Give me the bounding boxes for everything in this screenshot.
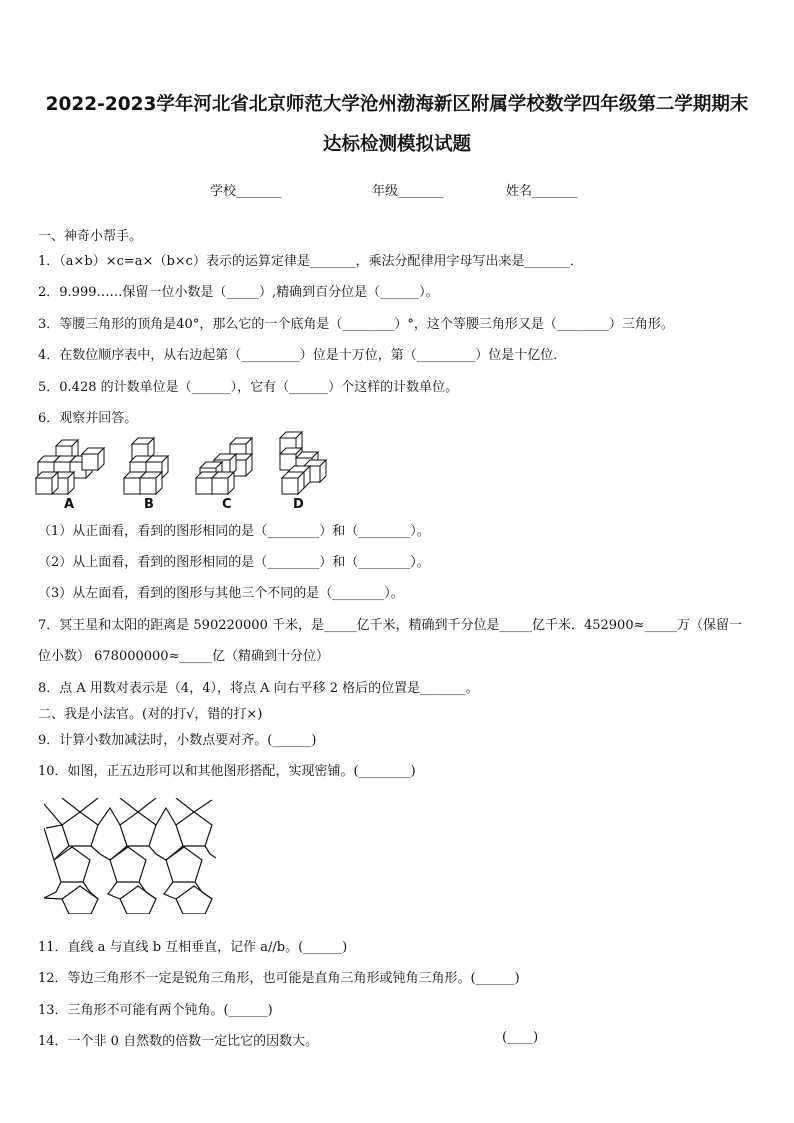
question-8: 8．点 A 用数对表示是（4，4），将点 A 向右平移 2 格后的位置是_______。 [38,681,479,696]
question-14: 14．一个非 0 自然数的倍数一定比它的因数大。 [38,1034,319,1049]
question-7-part2: 位小数） 678000000≈_____亿（精确到十分位） [38,649,329,664]
question-13: 13．三角形不可能有两个钝角。(______) [38,1003,273,1018]
exam-title-line1: 2022-2023学年河北省北京师范大学沧州渤海新区附属学校数学四年级第二学期期末 [45,94,749,115]
question-11: 11．直线 a 与直线 b 互相垂直，记作 a//b。(______) [38,940,348,955]
question-9: 9．计算小数加减法时，小数点要对齐。(______) [38,733,317,748]
question-5: 5．0.428 的计数单位是（______），它有（______）个这样的计数单位。 [38,380,459,395]
question-7-part1: 7．冥王星和太阳的距离是 590220000 千米，是_____亿千米，精确到千分位是_____亿千米．452900≈_____万（保留一 [38,618,742,633]
cube-figures [34,428,334,496]
cube-label-a: A [64,497,75,512]
grade-field: 年级_______ [372,184,444,199]
cube-figure-b [124,438,168,494]
pentagon-tiling-figure [44,798,216,914]
question-14-answer-blank: (____) [502,1030,539,1045]
school-field: 学校_______ [210,184,282,199]
question-4: 4．在数位顺序表中，从右边起第（_________）位是十万位，第（_________）位是十亿位． [38,348,567,363]
question-10: 10．如图，正五边形可以和其他图形搭配，实现密铺。(________) [38,764,416,779]
question-6-2: （2）从上面看，看到的图形相同的是（________）和（________）。 [38,555,430,570]
question-12: 12．等边三角形不一定是锐角三角形，也可能是直角三角形或钝角三角形。(______) [38,971,520,986]
cube-label-d: D [293,497,304,512]
name-field: 姓名_______ [506,184,578,199]
question-1: 1．（a×b）×c=a×（b×c）表示的运算定律是_______，乘法分配律用字母写出来是_______． [38,254,583,269]
question-6-3: （3）从左面看，看到的图形与其他三个不同的是（________）。 [38,586,404,601]
cube-label-c: C [222,497,232,512]
question-3: 3．等腰三角形的顶角是40°，那么它的一个底角是（________）°，这个等腰三角形又是（________）三角形。 [38,317,674,332]
cube-figure-c [196,438,252,494]
cube-figure-d [280,432,326,494]
question-6-1: （1）从正面看，看到的图形相同的是（________）和（________）。 [38,524,430,539]
cube-label-b: B [144,497,154,512]
cube-figure-a [36,440,104,494]
section-2-heading: 二、我是小法官。(对的打√，错的打×) [38,707,263,722]
exam-title-line2: 达标检测模拟试题 [322,134,471,155]
question-6: 6．观察并回答。 [38,411,138,426]
section-1-heading: 一、神奇小帮手。 [38,229,143,244]
question-2: 2．9.999……保留一位小数是（_____）,精确到百分位是（______）。 [38,285,439,300]
